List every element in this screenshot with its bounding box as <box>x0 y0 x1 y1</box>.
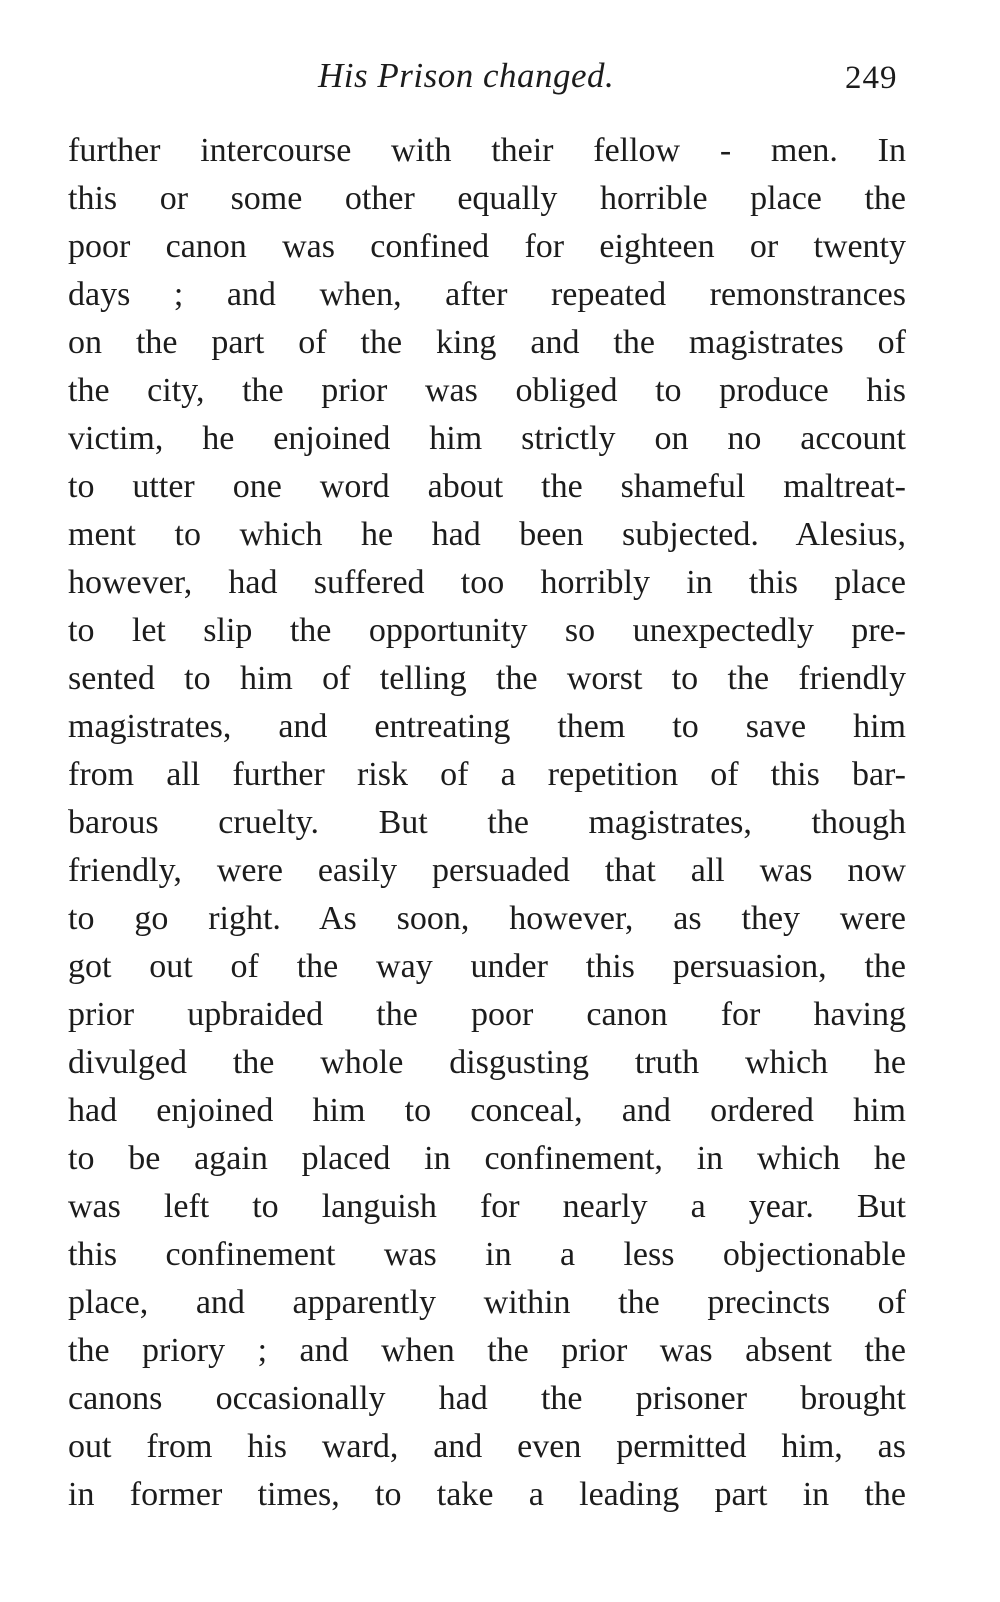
body-text <box>68 127 906 1519</box>
text-line: barous cruelty. But the magistrates, though <box>68 804 906 841</box>
page-number: 249 <box>845 60 898 96</box>
text-line: place, and apparently within the precincts of <box>68 1284 906 1321</box>
text-line: to let slip the opportunity so unexpectedly pre- <box>68 612 906 649</box>
text-line: to utter one word about the shameful maltreat- <box>68 468 906 505</box>
text-line: had enjoined him to conceal, and ordered him <box>68 1092 906 1129</box>
text-line: was left to languish for nearly a year. But <box>68 1188 906 1225</box>
text-line: further intercourse with their fellow - men. In <box>68 132 906 169</box>
text-line: however, had suffered too horribly in this place <box>68 564 906 601</box>
text-line: to be again placed in confinement, in which he <box>68 1140 906 1177</box>
text-line: the priory ; and when the prior was absent the <box>68 1332 906 1369</box>
text-line: ment to which he had been subjected. Alesius, <box>68 516 906 553</box>
text-line: poor canon was confined for eighteen or twenty <box>68 228 906 265</box>
text-line: this confinement was in a less objectionable <box>68 1236 906 1273</box>
text-line: from all further risk of a repetition of this bar- <box>68 756 906 793</box>
text-line: sented to him of telling the worst to the friendly <box>68 660 906 697</box>
text-line: on the part of the king and the magistrates of <box>68 324 906 361</box>
text-line: victim, he enjoined him strictly on no account <box>68 420 906 457</box>
text-line: out from his ward, and even permitted him, as <box>68 1428 906 1465</box>
text-line: friendly, were easily persuaded that all was now <box>68 852 906 889</box>
running-head <box>0 56 1000 106</box>
text-line: days ; and when, after repeated remonstrances <box>68 276 906 313</box>
text-line: prior upbraided the poor canon for having <box>68 996 906 1033</box>
text-line: the city, the prior was obliged to produce his <box>68 372 906 409</box>
text-line: divulged the whole disgusting truth which he <box>68 1044 906 1081</box>
text-line: got out of the way under this persuasion, the <box>68 948 906 985</box>
text-line: in former times, to take a leading part in the <box>68 1476 906 1513</box>
text-line: this or some other equally horrible place the <box>68 180 906 217</box>
text-line: canons occasionally had the prisoner brought <box>68 1380 906 1417</box>
text-line: to go right. As soon, however, as they were <box>68 900 906 937</box>
running-title: His Prison changed. <box>318 56 615 95</box>
text-line: magistrates, and entreating them to save him <box>68 708 906 745</box>
